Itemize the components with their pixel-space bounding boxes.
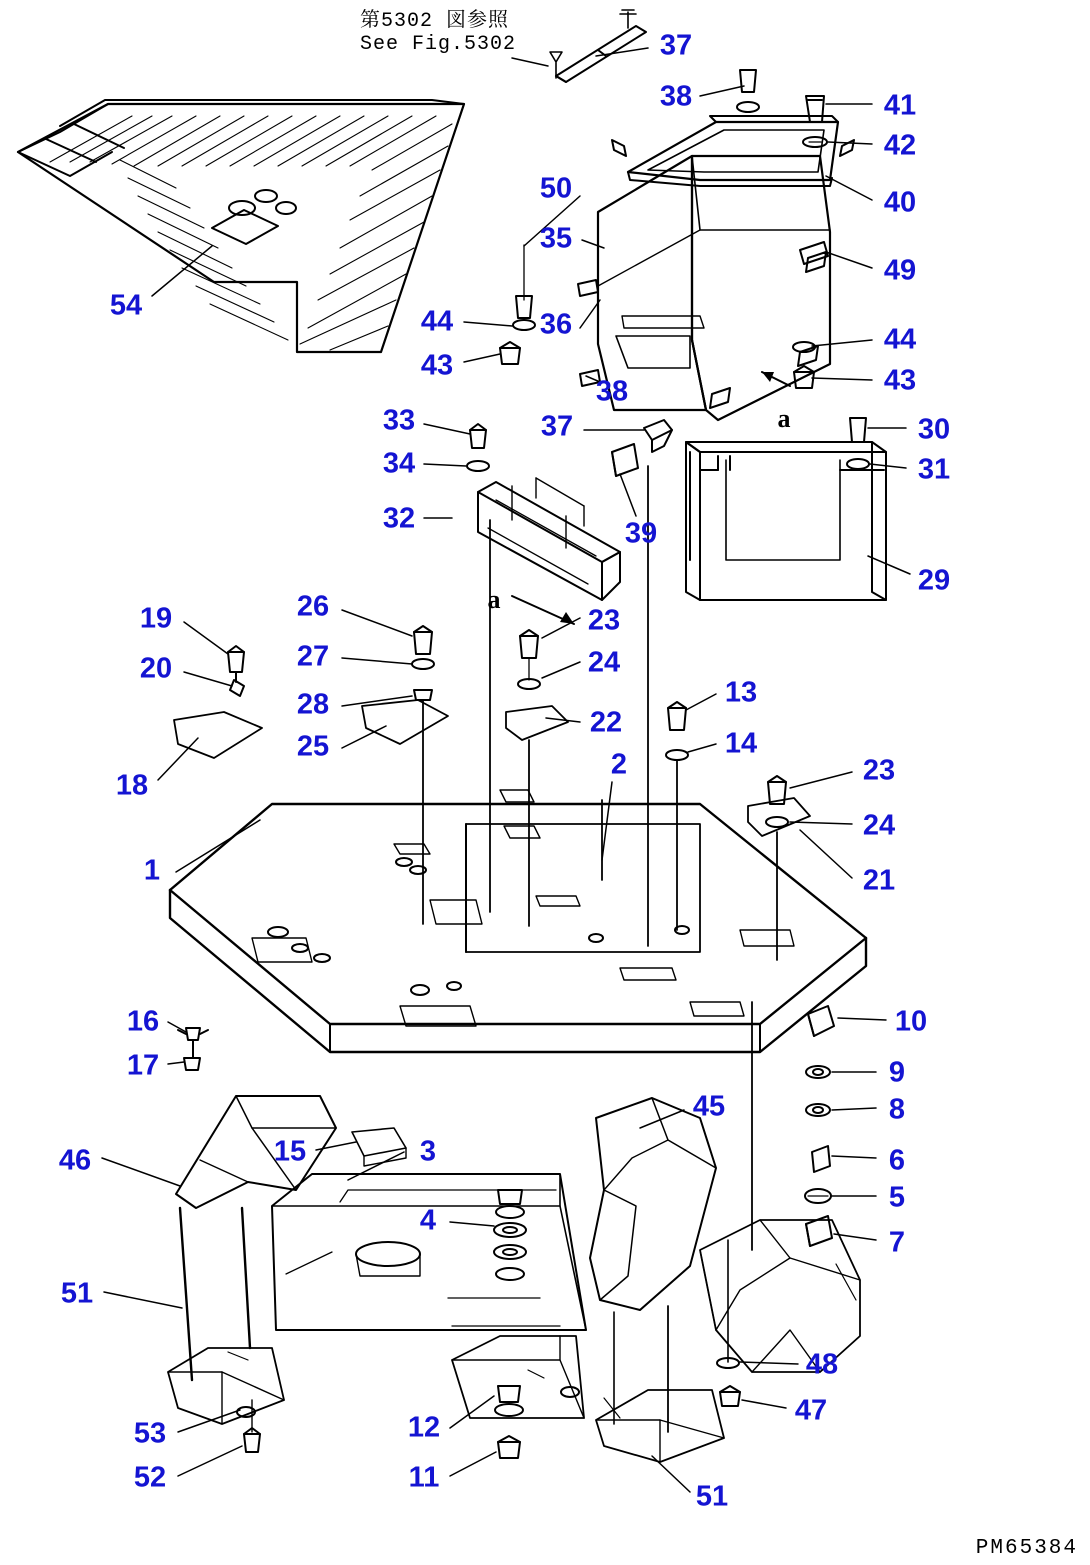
callout-44: 44 xyxy=(420,305,454,338)
callout-53: 53 xyxy=(133,1417,167,1450)
callout-3: 3 xyxy=(419,1135,437,1168)
callout-48: 48 xyxy=(805,1348,839,1381)
callout-27: 27 xyxy=(296,640,330,673)
callout-11: 11 xyxy=(408,1461,440,1494)
callout-24: 24 xyxy=(587,646,621,679)
callout-39: 39 xyxy=(624,517,658,550)
callout-8: 8 xyxy=(888,1093,906,1126)
callout-15: 15 xyxy=(273,1135,307,1168)
callout-49: 49 xyxy=(883,254,917,287)
part-pad-25 xyxy=(362,700,448,744)
callout-26: 26 xyxy=(296,590,330,623)
callout-23: 23 xyxy=(587,604,621,637)
callout-16: 16 xyxy=(126,1005,160,1038)
fastener-43-left xyxy=(500,342,520,364)
fastener-50 xyxy=(513,245,535,330)
part-rear-panel-29 xyxy=(686,442,886,600)
callout-25: 25 xyxy=(296,730,330,763)
part-top-bracket-37-38 xyxy=(550,10,646,82)
callout-42: 42 xyxy=(883,129,917,162)
fastener-23-24-center xyxy=(518,630,540,689)
callout-37: 37 xyxy=(540,410,574,443)
callout-46: 46 xyxy=(58,1144,92,1177)
part-main-floor-1 xyxy=(170,790,866,1052)
callout-51: 51 xyxy=(60,1277,94,1310)
callout-43: 43 xyxy=(420,349,454,382)
callout-24: 24 xyxy=(862,809,896,842)
fastener-19-20 xyxy=(228,646,244,696)
callout-9: 9 xyxy=(888,1056,906,1089)
callout-13: 13 xyxy=(724,676,758,709)
callout-17: 17 xyxy=(126,1049,160,1082)
callout-30: 30 xyxy=(917,413,951,446)
callout-1: 1 xyxy=(143,854,161,887)
fastener-38-top xyxy=(737,70,759,112)
callout-12: 12 xyxy=(407,1411,441,1444)
callout-41: 41 xyxy=(883,89,917,122)
section-marker-a: a xyxy=(487,585,501,614)
callout-51: 51 xyxy=(695,1480,729,1513)
reference-note-line1: 第5302 図参照 xyxy=(360,10,510,33)
callout-4: 4 xyxy=(419,1204,437,1237)
part-pad-18 xyxy=(174,712,262,758)
callout-52: 52 xyxy=(133,1461,167,1494)
callout-23: 23 xyxy=(862,754,896,787)
callout-40: 40 xyxy=(883,186,917,219)
callout-18: 18 xyxy=(115,769,149,802)
callout-44: 44 xyxy=(883,323,917,356)
callout-34: 34 xyxy=(382,447,416,480)
callout-6: 6 xyxy=(888,1144,906,1177)
callout-32: 32 xyxy=(382,502,416,535)
callout-36: 36 xyxy=(539,308,573,341)
callout-22: 22 xyxy=(589,706,623,739)
reference-note xyxy=(360,10,516,56)
part-pad-22 xyxy=(506,706,568,740)
reference-note-line2: See Fig.5302 xyxy=(360,33,517,56)
part-floor-mat-54 xyxy=(18,100,464,352)
callout-7: 7 xyxy=(888,1226,906,1259)
fastener-26-27-28 xyxy=(412,626,434,700)
callout-47: 47 xyxy=(794,1394,828,1427)
callout-29: 29 xyxy=(917,564,951,597)
callout-50: 50 xyxy=(539,172,573,205)
callout-38: 38 xyxy=(659,80,693,113)
callout-5: 5 xyxy=(888,1181,906,1214)
drawing-code: PM65384 xyxy=(975,1537,1078,1560)
fastener-30-31 xyxy=(847,418,869,469)
callout-21: 21 xyxy=(862,864,896,897)
part-upper-ring-40 xyxy=(612,116,854,186)
fastener-13-14 xyxy=(666,702,688,760)
part-bracket-32 xyxy=(478,478,620,600)
callout-43: 43 xyxy=(883,364,917,397)
callout-31: 31 xyxy=(917,453,951,486)
callout-19: 19 xyxy=(139,602,173,635)
callout-14: 14 xyxy=(724,727,758,760)
callout-2: 2 xyxy=(610,748,628,781)
callout-35: 35 xyxy=(539,222,573,255)
callout-37: 37 xyxy=(659,29,693,62)
callout-54: 54 xyxy=(109,289,143,322)
callout-20: 20 xyxy=(139,652,173,685)
callout-45: 45 xyxy=(692,1090,726,1123)
callout-33: 33 xyxy=(382,404,416,437)
part-right-lower-structure xyxy=(596,1002,860,1462)
fastener-33-34 xyxy=(467,424,489,471)
callout-28: 28 xyxy=(296,688,330,721)
callout-38: 38 xyxy=(595,375,629,408)
leader-lines xyxy=(102,48,910,1492)
fastener-37-mid xyxy=(644,420,672,452)
part-39-grommet xyxy=(612,444,638,476)
fastener-16-17 xyxy=(178,1028,208,1070)
part-rear-right-45 xyxy=(590,1098,716,1310)
callout-10: 10 xyxy=(894,1005,928,1038)
section-marker-a: a xyxy=(777,404,791,433)
